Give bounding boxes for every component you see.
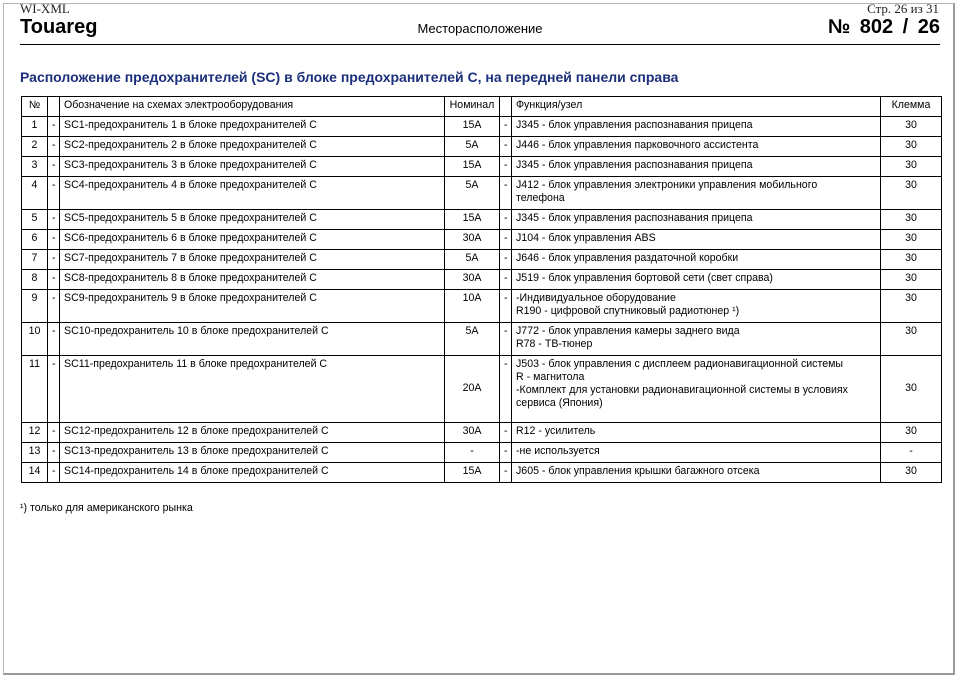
cell-terminal: 30 (881, 290, 942, 323)
cell-number: 10 (22, 323, 48, 356)
function-line: J412 - блок управления электроники управления мобильного (516, 179, 818, 191)
cell-dash: - (48, 443, 60, 463)
cell-designation: SC3-предохранитель 3 в блоке предохранителей C (60, 157, 445, 177)
cell-function (512, 463, 881, 483)
table-row (22, 230, 942, 250)
cell-dash: - (500, 250, 512, 270)
cell-dash: - (500, 463, 512, 483)
table-row (22, 323, 942, 356)
fuse-table (21, 96, 942, 483)
model-name: Touareg (20, 16, 98, 38)
table-header-row (22, 97, 942, 117)
cell-designation: SC13-предохранитель 13 в блоке предохранителей C (60, 443, 445, 463)
cell-rating: - (445, 443, 500, 463)
cell-number: 13 (22, 443, 48, 463)
cell-function (512, 270, 881, 290)
cell-dash: - (500, 230, 512, 250)
function-line: J503 - блок управления с дисплеем радионавигационной системы (516, 358, 843, 370)
cell-dash: - (48, 177, 60, 210)
cell-designation: SC1-предохранитель 1 в блоке предохранителей C (60, 117, 445, 137)
cell-terminal: 30 (881, 463, 942, 483)
cell-terminal: 30 (881, 230, 942, 250)
page-counter: Стр. 26 из 31 (867, 1, 939, 16)
cell-function (512, 210, 881, 230)
function-line: J446 - блок управления парковочного ассистента (516, 139, 759, 151)
cell-rating: 30A (445, 230, 500, 250)
cell-dash: - (500, 157, 512, 177)
cell-designation: SC6-предохранитель 6 в блоке предохранителей C (60, 230, 445, 250)
cell-rating: 15A (445, 117, 500, 137)
cell-number: 14 (22, 463, 48, 483)
cell-dash: - (500, 177, 512, 210)
cell-dash: - (48, 210, 60, 230)
cell-dash: - (500, 117, 512, 137)
cell-function (512, 443, 881, 463)
cell-dash: - (500, 356, 512, 423)
cell-rating: 15A (445, 157, 500, 177)
section-title: Расположение предохранителей (SC) в блоке предохранителей C, на передней панели справа (20, 69, 679, 85)
header-title: Месторасположение (417, 21, 543, 36)
cell-number: 11 (22, 356, 48, 423)
column-header-function: Функция/узел (512, 97, 881, 117)
cell-designation: SC7-предохранитель 7 в блоке предохранителей C (60, 250, 445, 270)
cell-function (512, 250, 881, 270)
cell-dash: - (48, 463, 60, 483)
table-row (22, 356, 942, 423)
function-line: J345 - блок управления распознавания прицепа (516, 119, 753, 131)
cell-dash: - (500, 443, 512, 463)
cell-designation: SC2-предохранитель 2 в блоке предохранителей C (60, 137, 445, 157)
cell-dash: - (48, 323, 60, 356)
function-line: J646 - блок управления раздаточной коробки (516, 252, 739, 264)
cell-dash: - (48, 157, 60, 177)
cell-terminal: 30 (881, 250, 942, 270)
cell-number: 8 (22, 270, 48, 290)
cell-designation: SC5-предохранитель 5 в блоке предохранителей C (60, 210, 445, 230)
cell-dash: - (48, 230, 60, 250)
table-row (22, 443, 942, 463)
cell-number: 4 (22, 177, 48, 210)
cell-rating: 15A (445, 210, 500, 230)
function-line: R78 - ТВ-тюнер (516, 338, 593, 350)
table-row (22, 137, 942, 157)
cell-function (512, 157, 881, 177)
cell-function (512, 290, 881, 323)
cell-rating: 5A (445, 250, 500, 270)
cell-terminal: 30 (881, 423, 942, 443)
cell-function (512, 230, 881, 250)
function-line: R190 - цифровой спутниковый радиотюнер ¹) (516, 305, 740, 317)
cell-rating: 30A (445, 423, 500, 443)
cell-designation: SC9-предохранитель 9 в блоке предохранителей C (60, 290, 445, 323)
function-line: телефона (516, 192, 565, 204)
function-line: R12 - усилитель (516, 425, 596, 437)
cell-function (512, 356, 881, 423)
cell-designation: SC14-предохранитель 14 в блоке предохранителей C (60, 463, 445, 483)
cell-rating: 30A (445, 270, 500, 290)
column-header-spacer (48, 97, 60, 117)
cell-dash: - (500, 270, 512, 290)
cell-terminal: 30 (881, 137, 942, 157)
table-row (22, 463, 942, 483)
cell-number: 6 (22, 230, 48, 250)
cell-dash: - (48, 270, 60, 290)
cell-dash: - (500, 323, 512, 356)
cell-dash: - (500, 210, 512, 230)
cell-number: 9 (22, 290, 48, 323)
cell-terminal: 30 (881, 270, 942, 290)
cell-rating: 5A (445, 177, 500, 210)
cell-function (512, 323, 881, 356)
cell-designation: SC10-предохранитель 10 в блоке предохранителей C (60, 323, 445, 356)
cell-dash: - (48, 290, 60, 323)
cell-number: 1 (22, 117, 48, 137)
cell-function (512, 117, 881, 137)
cell-rating: 10A (445, 290, 500, 323)
cell-terminal: 30 (881, 210, 942, 230)
cell-terminal: 30 (881, 157, 942, 177)
column-header-rating: Номинал (445, 97, 500, 117)
function-line: -Индивидуальное оборудование (516, 292, 676, 304)
function-line: J772 - блок управления камеры заднего вида (516, 325, 740, 337)
function-line: -не используется (516, 445, 600, 457)
function-line: J345 - блок управления распознавания прицепа (516, 212, 753, 224)
cell-dash: - (500, 137, 512, 157)
cell-terminal: 30 (881, 356, 942, 423)
function-line: J519 - блок управления бортовой сети (свет справа) (516, 272, 773, 284)
function-line: J605 - блок управления крышки багажного отсека (516, 465, 760, 477)
table-row (22, 250, 942, 270)
column-header-number: № (22, 97, 48, 117)
column-header-terminal: Клемма (881, 97, 942, 117)
cell-number: 12 (22, 423, 48, 443)
cell-function (512, 177, 881, 210)
cell-terminal: 30 (881, 323, 942, 356)
footnote: ¹) только для американского рынка (20, 502, 193, 514)
cell-designation: SC8-предохранитель 8 в блоке предохранителей C (60, 270, 445, 290)
function-line: R - магнитола (516, 371, 585, 383)
cell-dash: - (48, 250, 60, 270)
table-row (22, 177, 942, 210)
column-header-spacer (500, 97, 512, 117)
column-header-designation: Обозначение на схемах электрооборудования (60, 97, 445, 117)
table-row (22, 290, 942, 323)
cell-terminal: 30 (881, 117, 942, 137)
cell-dash: - (500, 423, 512, 443)
cell-dash: - (48, 137, 60, 157)
cell-designation: SC4-предохранитель 4 в блоке предохранителей C (60, 177, 445, 210)
table-row (22, 270, 942, 290)
source-label: WI-XML (20, 1, 70, 16)
document-number: № 802 / 26 (827, 16, 940, 38)
cell-number: 3 (22, 157, 48, 177)
cell-rating: 5A (445, 323, 500, 356)
cell-dash: - (48, 356, 60, 423)
table-row (22, 210, 942, 230)
cell-function (512, 137, 881, 157)
function-line: -Комплект для установки радионавигационной системы в условиях (516, 384, 848, 396)
cell-dash: - (500, 290, 512, 323)
cell-terminal: 30 (881, 177, 942, 210)
cell-number: 5 (22, 210, 48, 230)
cell-function (512, 423, 881, 443)
cell-dash: - (48, 423, 60, 443)
cell-terminal: - (881, 443, 942, 463)
cell-designation: SC11-предохранитель 11 в блоке предохранителей C (60, 356, 445, 423)
header-divider (20, 44, 940, 45)
cell-rating: 20A (445, 356, 500, 423)
cell-dash: - (48, 117, 60, 137)
cell-number: 7 (22, 250, 48, 270)
table-row (22, 423, 942, 443)
function-line: J345 - блок управления распознавания прицепа (516, 159, 753, 171)
cell-rating: 5A (445, 137, 500, 157)
function-line: J104 - блок управления ABS (516, 232, 656, 244)
table-row (22, 117, 942, 137)
function-line: сервиса (Япония) (516, 397, 603, 409)
cell-rating: 15A (445, 463, 500, 483)
table-row (22, 157, 942, 177)
cell-designation: SC12-предохранитель 12 в блоке предохранителей C (60, 423, 445, 443)
cell-number: 2 (22, 137, 48, 157)
